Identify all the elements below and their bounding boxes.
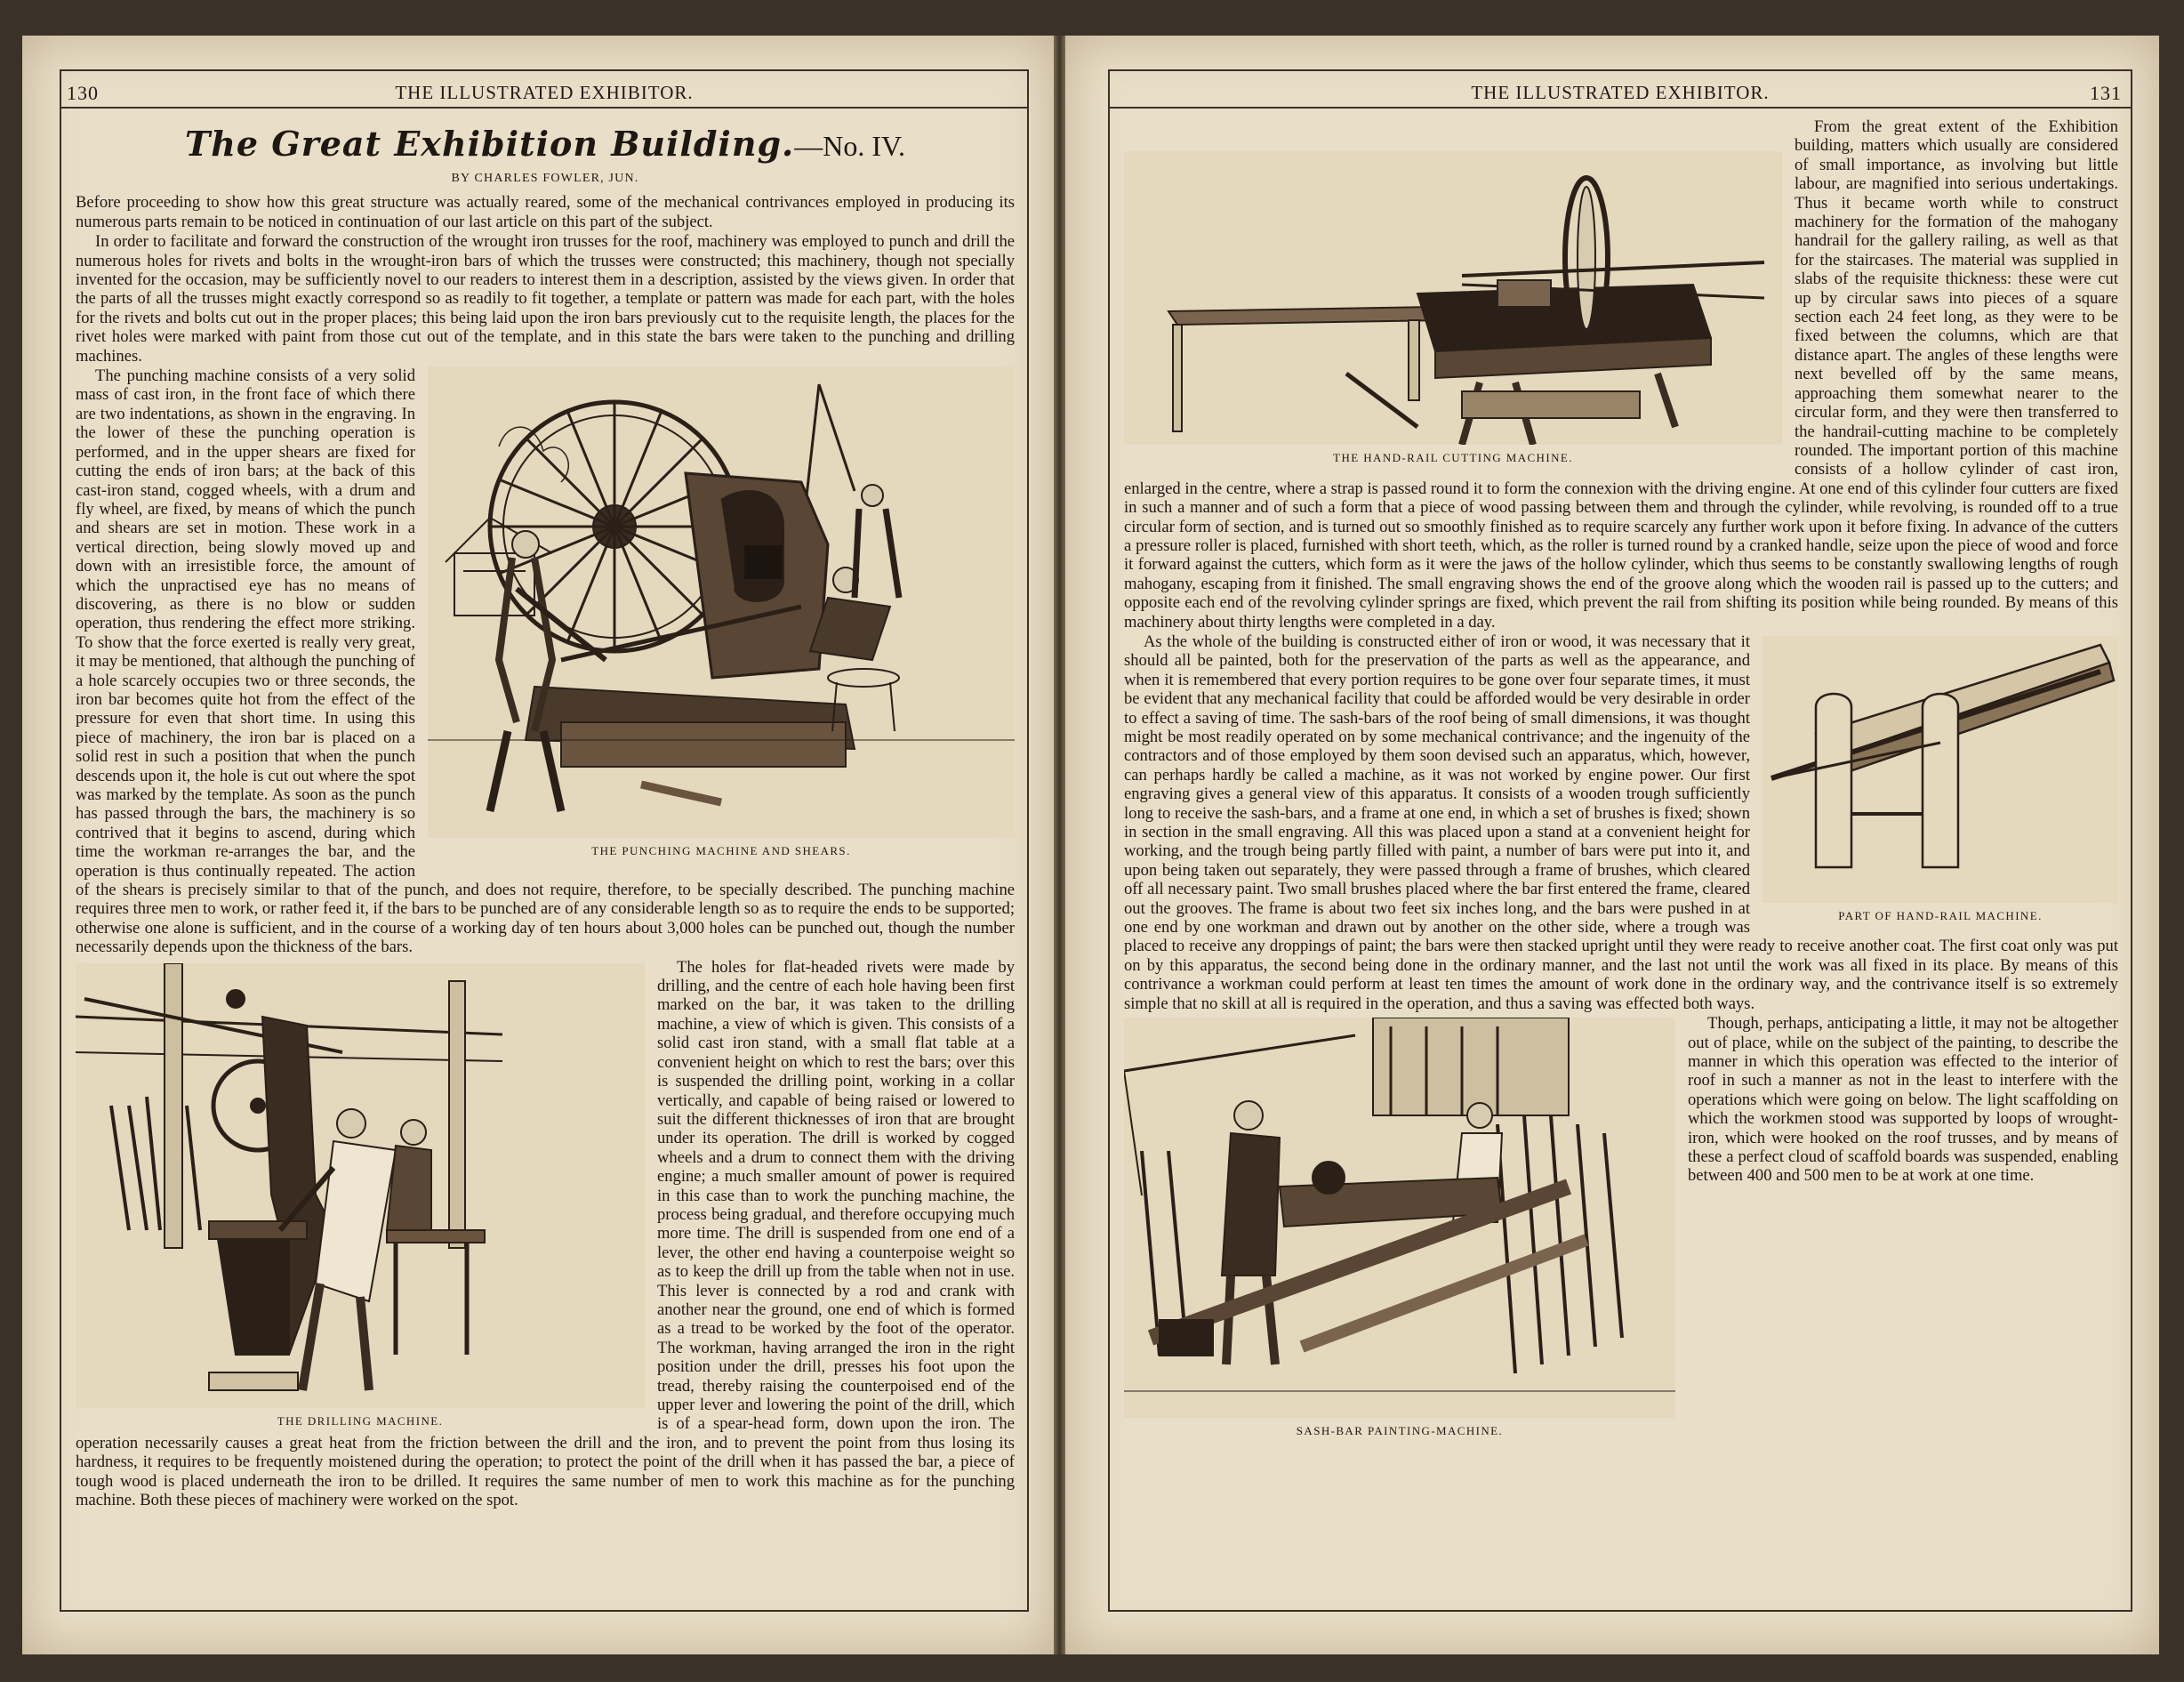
left-page bbox=[22, 36, 1054, 1654]
byline: BY CHARLES FOWLER, JUN. bbox=[451, 172, 639, 185]
paragraph: From the great extent of the Exhibition building, matters which usually are considered of small importance, as involving but little labour, are magnified into serious undertakings. Thus it became worth while to construct machinery for the formation of the mahogany handrail for the gallery railing, as well as that for the staircases. The material was supplied in slabs of the requisite thickness: these were cut up by circular saws into pieces of a square section each 24 feet long, as they were to be fixed between the columns, which are that distance apart. The angles of these lengths were next bevelled off by the same means, approaching them somewhat nearer to the circular form, and they were then transferred to the handrail-cutting machine to be completely rounded. The important portion of this machine consists of a hollow cylinder of cast iron, enlarged in the centre, where a strap is passed round it to form the connexion with the driving engine. At one end of this cylinder four cutters are fixed in such a manner and of such a form that a piece of wood passing between them and through the cylinder, while revolving, is rounded off to a true circular form of section, and is turned out so smoothly finished as to require scarcely any further work upon it before fixing. In advance of the cutters a pressure roller is placed, furnished with short teeth, which, as the roller is turned round by a cranked handle, seize upon the piece of wood and force it forward against the cutters, which form as it were the jaws of the hollow cylinder, which thus seems to be constantly swallowing lengths of rough mahogany, escaping from it finished. The small engraving shows the end of the groove along which the wooden rail is passed up to the cutters; and opposite each end of the revolving cylinder springs are fixed, which prevent the rail from shifting its position while being rounded. By means of this machinery about thirty lengths were completed in a day. bbox=[1124, 117, 2118, 632]
page-frame bbox=[1108, 69, 2132, 1612]
figure-punching-machine bbox=[428, 366, 1015, 860]
paragraph: Though, perhaps, anticipating a little, it may not be altogether out of place, while on the subject of the painting, to describe the manner in which this operation was effected to the interior of roof in such a manner as not in the least to interfere with the operations which were going on below. The light scaffolding on which the workmen stood was supported by loops of wrought-iron, which were hooked on the roof trusses, and by means of these a perfect cloud of scaffold boards was suspended, enabling between 400 and 500 men to be at work at one time. bbox=[1688, 1014, 2118, 1186]
running-head bbox=[1110, 80, 2131, 109]
left-content bbox=[76, 117, 1015, 1601]
drilling-machine-illustration bbox=[76, 963, 645, 1408]
figure-drilling-machine bbox=[76, 963, 645, 1430]
handrail-cutting-machine-illustration bbox=[1124, 151, 1782, 445]
right-content bbox=[1124, 117, 2118, 1601]
right-page bbox=[1065, 36, 2159, 1654]
figure-caption: THE DRILLING MACHINE. bbox=[277, 1413, 444, 1428]
article-title-text: The Great Exhibition Building. bbox=[184, 124, 795, 164]
figure-caption: THE PUNCHING MACHINE AND SHEARS. bbox=[591, 844, 851, 858]
figure-caption: PART OF HAND-RAIL MACHINE. bbox=[1838, 908, 2043, 922]
running-head bbox=[61, 80, 1027, 109]
article-title bbox=[76, 125, 1015, 165]
figure-part-of-handrail-machine bbox=[1762, 636, 2118, 925]
paragraph: In order to facilitate and forward the construction of the wrought iron trusses for the roof, machinery was employed to punch and drill the numerous holes for rivets and bolts in the wrought-iron bars of which the trusses were constructed; this machinery, though not specially invented for the occasion, may be sufficiently novel to our readers to interest them in a description, assisted by the views given. In order that the parts of all the trusses might exactly correspond so as readily to fit together, a template or pattern was made for each part, with the holes for the rivets and bolts cut out in the proper places; this being laid upon the iron bars previously cut to the requisite length, the places for the rivet holes were marked with paint from those cut out of the template, and in this state the bars were taken to the punching and drilling machines. bbox=[76, 232, 1015, 366]
page-number: 130 bbox=[67, 82, 99, 104]
figure-caption: THE HAND-RAIL CUTTING MACHINE. bbox=[1333, 451, 1573, 464]
paragraph: Before proceeding to show how this great structure was actually reared, some of the mechanical contrivances employed in producing its numerous parts remain to be noticed in continuation of our last article on this part of the subject. bbox=[76, 193, 1015, 231]
paragraph: The punching machine consists of a very solid mass of cast iron, in the front face of which there are two indentations, as shown in the engraving. In the lower of these the punching operation is performed, and in the upper shears are fixed for cutting the ends of iron bars; at the back of this cast-iron stand, cogged wheels, with a drum and fly wheel, are fixed, by means of which the punch and shears are set in motion. These work in a vertical direction, being slowly moved up and down with an irresistible force, the amount of which the unpractised eye has no means of discovering, as there is no blow or sudden operation, thus rendering the effect more striking. To show that the force exerted is really very great, it may be mentioned, that although the punching of a hole scarcely occupies two or three seconds, the iron bar becomes quite hot from the effect of the pressure for even that short time. In using this piece of machinery, the iron bar is placed on a solid rest in such a position that when the punch descends upon it, the hole is cut out where the spot was marked by the template. As soon as the punch has passed through the bars, the machinery is so contrived that it begins to ascend, during which time the workman re-arranges the bar, and the operation is thus continually repeated. The action of the shears is precisely similar to that of the punch, and does not require, therefore, to be specially described. The punching machine requires three men to work, or rather feed it, if the bars to be punched are of any considerable length so as to require the ends to be supported; otherwise one alone is sufficient, and in the course of a working day of ten hours about 3,000 holes can be punched out, though the number necessarily depends upon the thickness of the bars. bbox=[76, 366, 1015, 957]
page-frame bbox=[60, 69, 1029, 1612]
running-head-title: THE ILLUSTRATED EXHIBITOR. bbox=[1471, 82, 1770, 103]
paragraph: The holes for flat-headed rivets were made by drilling, and the centre of each hole having been first marked on the bar, it was taken to the drilling machine, a view of which is given. This consists of a solid cast iron stand, with a small flat table at a convenient height on which to rest the bars; over this is suspended the drilling point, working in a collar vertically, and capable of being raised or lowered to suit the different thicknesses of iron that are brought under its operation. The drill is worked by cogged wheels and a drum to connect them with the driving engine; a much smaller amount of power is required in this case than to work the punching machine, the process being gradual, and therefore occupying much more time. The drill is suspended from one end of a lever, the other end having a counterpoise weight so as to keep the drill up from the table when not in use. This lever is connected by a rod and crank with another near the ground, one end of which is formed as a tread to be worked by the foot of the operator. The workman, having arranged the iron in the right position under the drill, presses his foot upon the tread, thereby raising the counterpoised end of the upper lever and lowering the point of the drill, which is of a spear-head form, down upon the iron. The operation necessarily causes a great heat from the friction between the drill and the iron, and to prevent the point from thus losing its hardness, it requires to be frequently moistened during the operation; to protect the point of the drill when it has passed the bar, a piece of tough wood is placed underneath the iron to be drilled. It requires the same number of men to work this machine as for the punching machine. Both these pieces of machinery were worked on the spot. bbox=[76, 957, 1015, 1510]
article-number: —No. IV. bbox=[794, 130, 906, 162]
page-number: 131 bbox=[2090, 82, 2122, 104]
sash-bar-painting-machine-illustration bbox=[1124, 1018, 1675, 1418]
figure-sash-bar-painting-machine bbox=[1124, 1018, 1675, 1440]
running-head-title: THE ILLUSTRATED EXHIBITOR. bbox=[395, 82, 694, 103]
part-of-handrail-machine-illustration bbox=[1762, 636, 2118, 903]
figure-handrail-cutting-machine bbox=[1124, 151, 1782, 467]
punching-machine-illustration bbox=[428, 366, 1015, 838]
figure-caption: SASH-BAR PAINTING-MACHINE. bbox=[1296, 1424, 1504, 1438]
paragraph: As the whole of the building is constructed either of iron or wood, it was necessary that it should all be painted, both for the preservation of the parts as well as the appearance, and when it is remembered that every portion requires to be gone over four separate times, it must be evident that any mechanical facility that could be afforded would be very desirable in order to effect a saving of time. The sash-bars of the roof being of small dimensions, it was thought might be most readily operated on by some mechanical contrivance; and the ingenuity of the contractors and of those employed by them soon devised such an apparatus, which, however, can perhaps hardly be called a machine, as it was not worked by engine power. Our first engraving gives a general view of this apparatus. It consists of a wooden trough sufficiently long to receive the sash-bars, and a frame at one end, in which a set of brushes is fixed; shown in section in the small engraving. All this was placed upon a stand at a convenient height for working, and the trough being partly filled with paint, a number of bars were put into it, and upon being taken out separately, they were passed through a frame of brushes, which cleared off all necessary paint. Two small brushes placed where the bar first entered the frame, cleared out the grooves. The frame is about two feet six inches long, and the bars were pushed in at one end by one workman and drawn out by another on the other side, where a trough was placed to receive any droppings of paint; the bars were then stacked upright until they were ready to receive another coat. The first coat only was put on by this apparatus, the second being done in the ordinary manner, and the last not until the work was all fixed in its place. By means of this contrivance a workman could perform at least ten times the amount of work done in the ordinary way, and the contrivance itself is so extremely simple that no skill at all is required in the operation, and thus a saving was effected both ways. bbox=[1124, 632, 2118, 1013]
